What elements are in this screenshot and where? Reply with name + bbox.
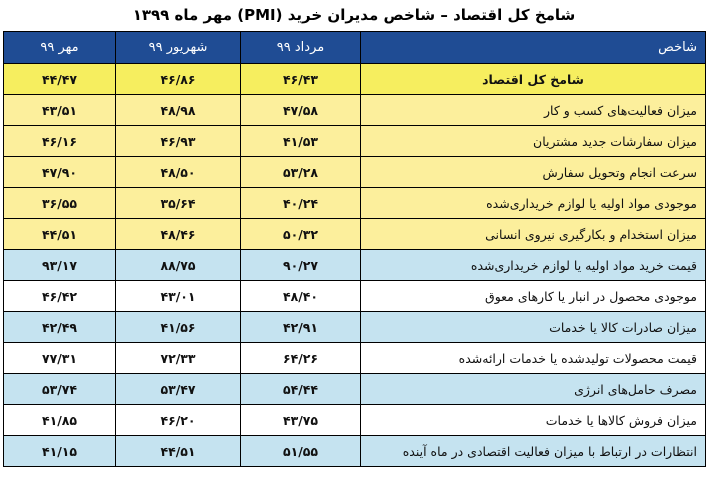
value-mordad: ۴۱/۵۳ bbox=[241, 126, 361, 157]
pmi-table bbox=[3, 31, 706, 467]
value-mordad: ۹۰/۲۷ bbox=[241, 250, 361, 281]
value-shahrivar: ۴۶/۹۳ bbox=[116, 126, 241, 157]
value-mehr: ۴۱/۱۵ bbox=[4, 436, 116, 467]
header-mordad: مرداد ۹۹ bbox=[241, 32, 361, 64]
value-mehr: ۳۶/۵۵ bbox=[4, 188, 116, 219]
value-mordad: ۴۶/۴۳ bbox=[241, 64, 361, 95]
value-mehr: ۹۳/۱۷ bbox=[4, 250, 116, 281]
row-name: مصرف حامل‌های انرژی bbox=[361, 374, 706, 405]
value-shahrivar: ۴۱/۵۶ bbox=[116, 312, 241, 343]
row-name: میزان فعالیت‌های کسب و کار bbox=[361, 95, 706, 126]
value-mordad: ۴۰/۲۴ bbox=[241, 188, 361, 219]
row-name: شامخ کل اقتصاد bbox=[361, 64, 706, 95]
value-shahrivar: ۴۸/۴۶ bbox=[116, 219, 241, 250]
value-shahrivar: ۴۳/۰۱ bbox=[116, 281, 241, 312]
header-shahrivar: شهریور ۹۹ bbox=[116, 32, 241, 64]
row-name: سرعت انجام وتحویل سفارش bbox=[361, 157, 706, 188]
table-row bbox=[4, 436, 706, 467]
row-name: میزان سفارشات جدید مشتریان bbox=[361, 126, 706, 157]
value-shahrivar: ۴۸/۹۸ bbox=[116, 95, 241, 126]
table-row bbox=[4, 126, 706, 157]
value-mordad: ۴۲/۹۱ bbox=[241, 312, 361, 343]
value-mehr: ۴۴/۴۷ bbox=[4, 64, 116, 95]
table-row bbox=[4, 157, 706, 188]
value-shahrivar: ۴۶/۸۶ bbox=[116, 64, 241, 95]
value-mehr: ۴۶/۱۶ bbox=[4, 126, 116, 157]
header-indicator: شاخص bbox=[361, 32, 706, 64]
value-mehr: ۴۱/۸۵ bbox=[4, 405, 116, 436]
value-mordad: ۵۴/۴۴ bbox=[241, 374, 361, 405]
value-mordad: ۴۷/۵۸ bbox=[241, 95, 361, 126]
value-mehr: ۴۶/۴۲ bbox=[4, 281, 116, 312]
row-name: انتظارات در ارتباط با میزان فعالیت اقتصادی در ماه آینده bbox=[361, 436, 706, 467]
value-mehr: ۴۴/۵۱ bbox=[4, 219, 116, 250]
value-mehr: ۴۳/۵۱ bbox=[4, 95, 116, 126]
table-row bbox=[4, 281, 706, 312]
value-shahrivar: ۳۵/۶۴ bbox=[116, 188, 241, 219]
value-mordad: ۵۰/۳۲ bbox=[241, 219, 361, 250]
row-name: میزان فروش کالاها یا خدمات bbox=[361, 405, 706, 436]
row-name: موجودی محصول در انبار یا کارهای معوق bbox=[361, 281, 706, 312]
table-row bbox=[4, 312, 706, 343]
page-title: شامخ کل اقتصاد – شاخص مدیران خرید (PMI) مهر ماه ۱۳۹۹ bbox=[132, 6, 576, 24]
value-mehr: ۴۲/۴۹ bbox=[4, 312, 116, 343]
header-row bbox=[4, 32, 706, 64]
value-shahrivar: ۴۴/۵۱ bbox=[116, 436, 241, 467]
value-mehr: ۷۷/۳۱ bbox=[4, 343, 116, 374]
table-row bbox=[4, 95, 706, 126]
row-name: قیمت خرید مواد اولیه یا لوازم خریداری‌شده bbox=[361, 250, 706, 281]
table-row bbox=[4, 343, 706, 374]
value-mehr: ۵۳/۷۴ bbox=[4, 374, 116, 405]
value-mordad: ۶۴/۲۶ bbox=[241, 343, 361, 374]
value-mordad: ۵۳/۲۸ bbox=[241, 157, 361, 188]
table-row bbox=[4, 188, 706, 219]
header-mehr: مهر ۹۹ bbox=[4, 32, 116, 64]
value-shahrivar: ۷۲/۳۳ bbox=[116, 343, 241, 374]
row-name: موجودی مواد اولیه یا لوازم خریداری‌شده bbox=[361, 188, 706, 219]
value-shahrivar: ۴۶/۲۰ bbox=[116, 405, 241, 436]
value-mordad: ۴۸/۴۰ bbox=[241, 281, 361, 312]
value-shahrivar: ۴۸/۵۰ bbox=[116, 157, 241, 188]
table-row bbox=[4, 374, 706, 405]
row-name: قیمت محصولات تولیدشده یا خدمات ارائه‌شده bbox=[361, 343, 706, 374]
value-mordad: ۴۳/۷۵ bbox=[241, 405, 361, 436]
value-mordad: ۵۱/۵۵ bbox=[241, 436, 361, 467]
table-row bbox=[4, 219, 706, 250]
value-shahrivar: ۸۸/۷۵ bbox=[116, 250, 241, 281]
row-name: میزان استخدام و بکارگیری نیروی انسانی bbox=[361, 219, 706, 250]
value-shahrivar: ۵۳/۴۷ bbox=[116, 374, 241, 405]
row-name: میزان صادرات کالا یا خدمات bbox=[361, 312, 706, 343]
table-row-total bbox=[4, 64, 706, 95]
table-row bbox=[4, 250, 706, 281]
table-row bbox=[4, 405, 706, 436]
value-mehr: ۴۷/۹۰ bbox=[4, 157, 116, 188]
